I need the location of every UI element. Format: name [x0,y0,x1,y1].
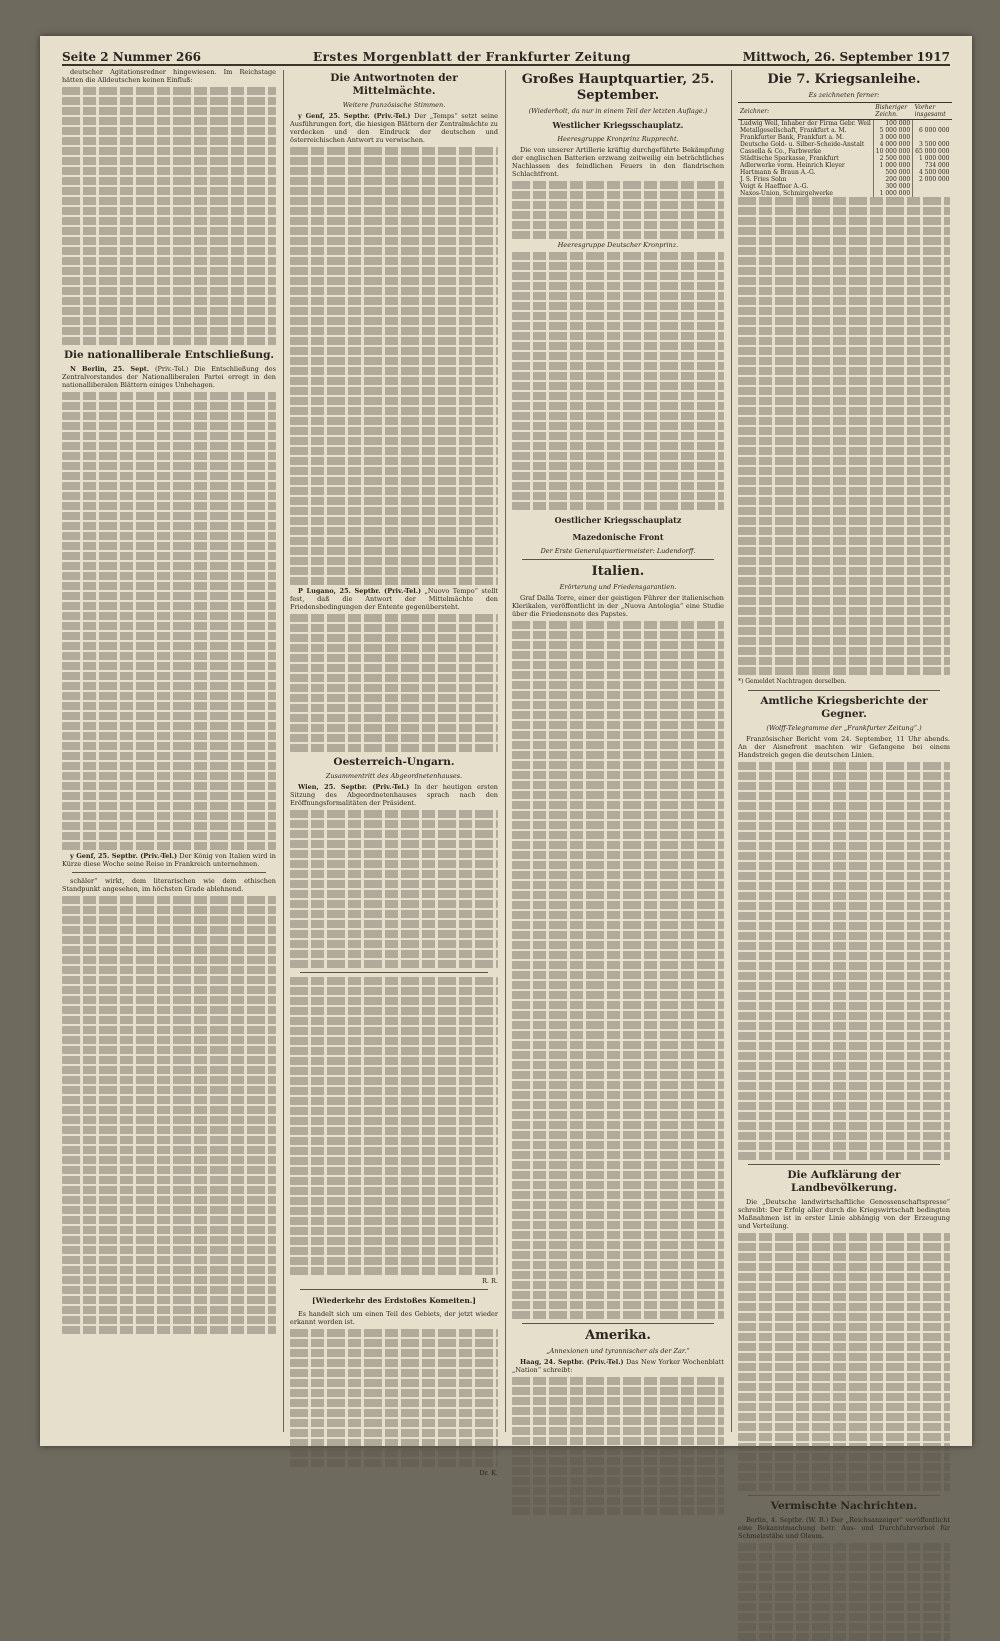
table-footnote: *) Gemeldet Nachtragen derselben. [738,678,847,685]
table-cell-name: Cassella & Co., Farbwerke [740,148,822,155]
dateline: y Genf, 25. Septbr. (Priv.-Tel.) [298,112,411,120]
front-section-2: Oestlicher Kriegsschauplatz [554,515,682,525]
article-lead: Die Entschließung des Zentralvorstandes der Nationalliberalen Partei erregt in den nationalliberalen Blättern einiges Unbehagen. [62,365,276,389]
article-heading: Die nationalliberale Entschließung. [63,349,275,361]
dateline-3: Wien, 25. Septbr. (Priv.-Tel.) [298,783,410,791]
article-lead: Die von unserer Artillerie kräftig durchgeführte Bekämpfung der englischen Batterien erzwang zeitweilig ein beträchtliches Nachlassen des feindlichen Feuers in den flandrischen Schlachtfront. [512,146,724,178]
table-cell-amount: 3 000 000 [873,134,912,141]
table-header: Zeichner: [738,103,873,120]
table-cell-name: Metallgesellschaft, Frankfurt a. M. [740,127,847,134]
article-subheading: Es zeichneten ferner: [808,91,880,99]
table-cell-prev: 65 000 000 [913,148,952,155]
table-cell-amount: 2 500 000 [873,155,912,162]
table-cell-prev [913,134,952,141]
article-heading-2: Amtliche Kriegsberichte der Gegner. [760,695,928,720]
table-cell-amount: 300 000 [873,183,912,190]
lower-mid-lead: Es handelt sich um einen Teil des Gebiets, der jetzt wieder erkannt worden ist. [290,1310,498,1326]
front-section: Westlicher Kriegsschauplatz. [552,120,684,130]
table-cell-name: Hartmann & Braun A.-G. [740,169,816,176]
article-subheading-2: Zusammentritt des Abgeordnetenhauses. [325,772,463,780]
table-cell-prev [913,120,952,128]
table-cell-name: Naxos-Union, Schmirgelwerke [740,190,833,197]
article-heading-2: Oesterreich-Ungarn. [333,756,455,768]
table-cell-name: Ludwig Weil, Inhaber der Firma Gebr. Weil [740,120,871,127]
newspaper-title: Erstes Morgenblatt der Frankfurter Zeitung [312,50,631,64]
page-number: Seite 2 Nummer 266 [62,50,202,64]
article-lead-4: Berlin, 4. Septbr. (W. B.) Der „Reichsanzeiger“ veröffentlicht eine Bekanntmachung betr. Aus- und Durchfuhrverbot für Schmelzstäbe und Oleum. [738,1516,950,1540]
second-lead: Der König von Italien wird in Kürze diese Woche seine Reise in Frankreich unternehmen. [62,852,276,868]
article-lead-3: Das New Yorker Wochenblatt „Nation“ schreibt: [512,1358,724,1374]
article-subheading-3: „Annexionen und tyrannischer als der Zar.“ [546,1347,690,1355]
table-header-row [738,103,952,120]
signoff: Der Erste Generalquartiermeister: Ludendorff. [540,547,696,555]
article-heading-3: Die Aufklärung der Landbevölkerung. [787,1169,901,1194]
table-row [738,127,952,134]
table-cell-prev: 4 500 000 [913,169,952,176]
table-cell-amount: 500 000 [873,169,912,176]
column-4 [738,68,950,1540]
issue-date: Mittwoch, 26. September 1917 [742,50,950,64]
table-row [738,190,952,197]
table-row [738,155,952,162]
newspaper-page [40,36,972,1540]
article-subheading-2: Erörterung und Friedensgarantien. [559,583,677,591]
article-heading-2: Italien. [591,564,645,579]
table-row [738,134,952,141]
article-lead-2: Französischer Bericht vom 24. September, 11 Uhr abends. An der Aisnefront machten wir Gefangene bei einem Handstreich gegen die deutschen Linien. [738,735,950,759]
table-cell-amount: 4 000 000 [873,141,912,148]
front-section-3: Mazedonische Front [572,532,664,542]
column-2 [290,68,498,1477]
article-subheading: (Wiederholt, da nur in einem Teil der letzten Auflage.) [528,107,708,115]
article-subheading: Weitere französische Stimmen. [342,101,446,109]
table-cell-prev: 2 000 000 [913,176,952,183]
lower-left-lead: schäler“ wirkt, dem literarischen wie dem ethischen Standpunkt angesehen, im höchsten Grade ablehnend. [62,877,276,893]
table-row [738,169,952,176]
article-subheading-2: (Wolff-Telegramme der „Frankfurter Zeitung“.) [766,724,922,732]
second-dateline: y Genf, 25. Septbr. (Priv.-Tel.) [70,852,178,860]
column-3 [512,68,724,1434]
table-cell-prev: 734 000 [913,162,952,169]
article-lead-2: Graf Dalla Torre, einer der geistigen Führer der italienischen Klerikalen, veröffentlicht in der „Nuova Antologia“ eine Studie über die Friedensnote des Papstes. [512,594,724,618]
column-1 [62,68,276,1434]
table-cell-amount: 1 000 000 [873,190,912,197]
table-header: Vorher insgesamt [913,103,952,120]
table-cell-amount: 10 000 000 [873,148,912,155]
opening-text: deutscher Agitationsredner hingewiesen. Im Reichstage hätten die Alldeutschen keinen Einfluß: [62,68,276,84]
table-row [738,120,952,128]
page-header [62,42,950,66]
table-row [738,162,952,169]
table-cell-amount: 5 000 000 [873,127,912,134]
table-row [738,148,952,155]
table-cell-amount: 1 000 000 [873,162,912,169]
dateline-3: Haag, 24. Septbr. (Priv.-Tel.) [520,1358,624,1366]
article-lead-3: Die „Deutsche landwirtschaftliche Genossenschaftspresse“ schreibt: Der Erfolg aller durch die Kriegswirtschaft bedingten Maßnahmen ist in erster Linie abhängig von der Erzeugung und Verteilung. [738,1198,950,1230]
article-heading: Die 7. Kriegsanleihe. [767,72,921,87]
table-cell-name: Adlerwerke vorm. Heinrich Kleyer [740,162,845,169]
table-cell-prev: 3 500 000 [913,141,952,148]
table-cell-name: J. S. Fries Sohn [740,176,787,183]
source-tag: (Priv.-Tel.) [154,365,189,373]
army-group: Heeresgruppe Kronprinz Rupprecht. [557,135,679,143]
table-cell-prev: 6 000 000 [913,127,952,134]
dateline: N Berlin, 25. Sept. [70,365,150,373]
table-cell-amount: 200 000 [873,176,912,183]
subscription-table [738,102,952,197]
second-lead: „Nuovo Tempo“ stellt fest, daß die Antwort der Mittelmächte den Friedensbedingungen der Entente gegenübersteht. [290,587,498,611]
table-cell-name: Frankfurter Bank, Frankfurt a. M. [740,134,844,141]
article-signature: R. R. [482,1277,498,1285]
table-cell-name: Deutsche Gold- u. Silber-Scheide-Anstalt [740,141,865,148]
table-cell-name: Städtische Sparkasse, Frankfurt [740,155,839,162]
table-cell-amount: 100 000 [873,120,912,128]
article-heading: Die Antwortnoten der Mittelmächte. [330,72,458,97]
article-heading-4: Vermischte Nachrichten. [770,1500,918,1512]
table-header: Bisheriger Zeichn. [873,103,912,120]
army-group-2: Heeresgruppe Deutscher Kronprinz. [557,241,679,249]
article-lead: Der „Temps“ setzt seine Ausführungen fort, die hiesigen Blättern der Zentralmächte zu verdecken und den Eindruck der deutschen und österreichischen Antwort zu verwischen. [290,112,498,144]
table-cell-prev: 1 000 000 [913,155,952,162]
table-row [738,183,952,190]
article-lead-3: In der heutigen ersten Sitzung des Abgeordnetenhauses sprach nach den Eröffnungsformalitäten der Präsident. [290,783,498,807]
table-row [738,176,952,183]
table-cell-prev [913,183,952,190]
article-heading-3: Amerika. [585,1328,651,1343]
second-dateline: P Lugano, 25. Septbr. (Priv.-Tel.) [298,587,422,595]
article-heading: Großes Hauptquartier, 25. September. [521,72,715,103]
table-cell-prev [913,190,952,197]
table-cell-name: Voigt & Haeffner A.-G. [740,183,809,190]
table-row [738,141,952,148]
lower-mid-heading: [Wiederkehr des Erdstoßes Komeiten.] [312,1296,476,1305]
lower-mid-signature: Dr. K. [479,1469,498,1477]
